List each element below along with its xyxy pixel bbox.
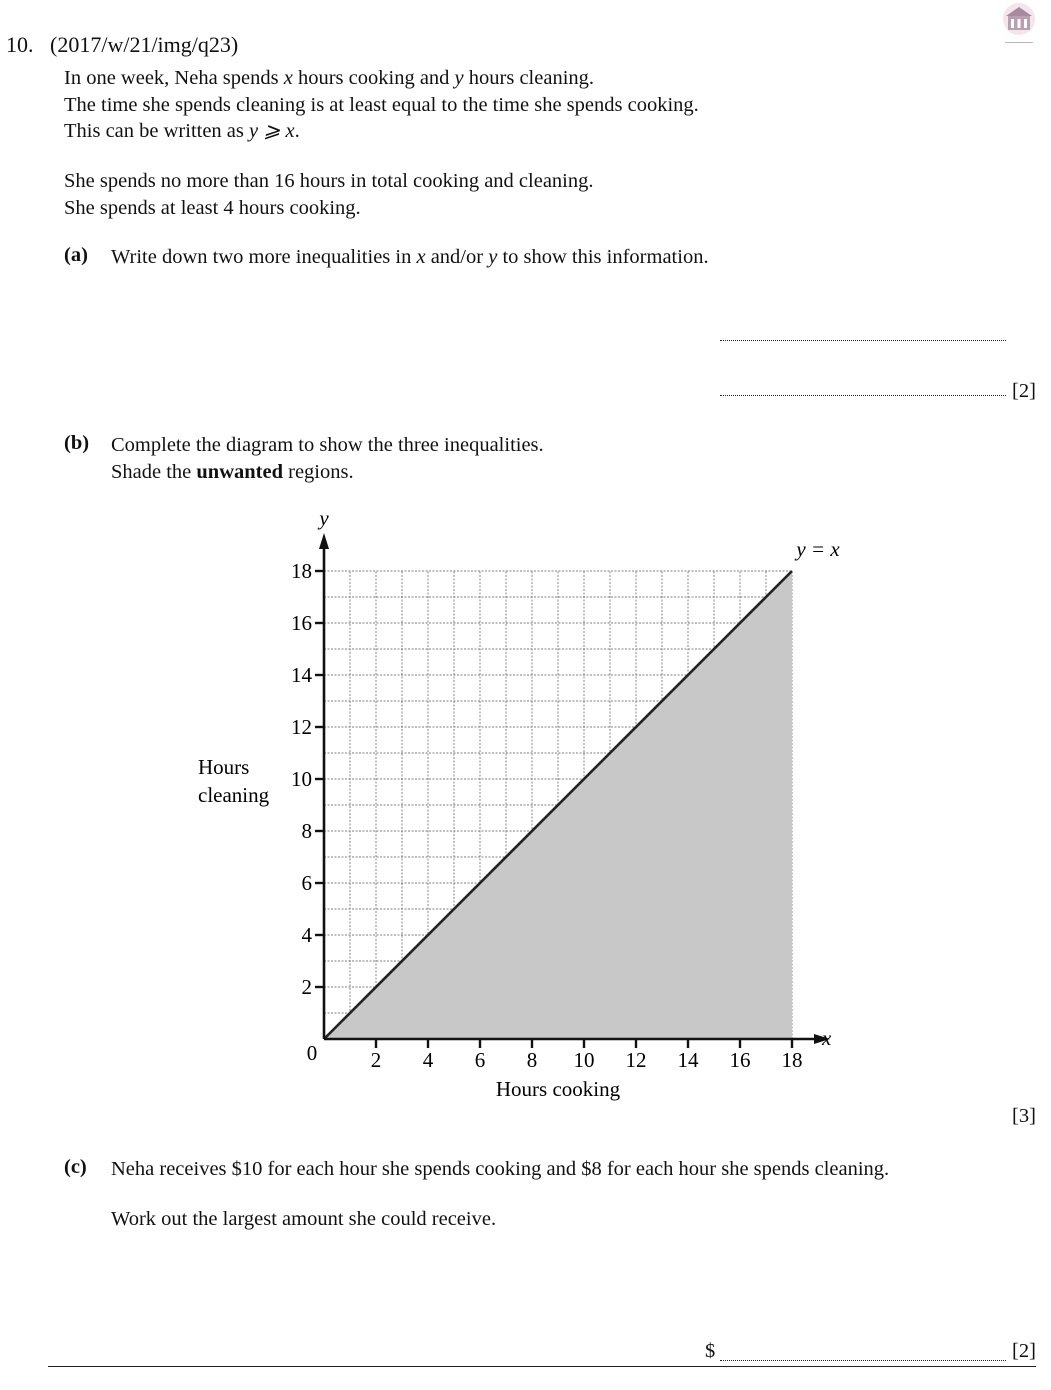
y-tick-label: 14 (291, 663, 312, 687)
x-tick-label: 14 (677, 1048, 699, 1072)
y-tick-label: 2 (301, 975, 312, 999)
y-tick-label: 4 (301, 923, 312, 947)
part-c-line-2: Work out the largest amount she could receive. (111, 1208, 497, 1230)
y-axis-label-line-2: cleaning (198, 783, 270, 807)
info-line-1: She spends no more than 16 hours in total cooking and cleaning. (64, 170, 594, 192)
footer-divider (48, 1366, 1036, 1367)
info-line-2: She spends at least 4 hours cooking. (64, 196, 361, 219)
y-axis-arrow-icon (319, 533, 329, 549)
x-tick-label: 18 (781, 1048, 803, 1072)
intro-line-3: This can be written as y ⩾ x. (64, 120, 300, 142)
line-label-y-equals-x: y = x (796, 537, 840, 561)
part-a-text: Write down two more inequalities in x and/or y to show this information. (111, 246, 709, 268)
x-tick-label: 12 (625, 1048, 647, 1072)
y-tick-label: 8 (301, 819, 312, 843)
marks-a: [2] (1012, 380, 1036, 402)
y-tick-label: 12 (291, 715, 312, 739)
x-tick-label: 8 (526, 1048, 538, 1072)
part-c-line-1: Neha receives $10 for each hour she spends cooking and $8 for each hour she spends cleaning. (111, 1158, 890, 1180)
y-tick-label: 16 (291, 611, 312, 635)
marks-b: [3] (1012, 1105, 1036, 1127)
y-tick-label: 6 (301, 871, 312, 895)
x-tick-label: 2 (370, 1048, 382, 1072)
x-axis-label: Hours cooking (495, 1077, 621, 1101)
question-number: 10. (6, 32, 34, 57)
y-axis-label-line-1: Hours (198, 755, 250, 779)
inequality-expression: y ⩾ x (249, 120, 295, 142)
question-id: (2017/w/21/img/q23) (50, 32, 239, 57)
y-tick-label: 18 (291, 559, 312, 583)
y-axis-variable: y (319, 506, 329, 530)
part-c-label: (c) (64, 1156, 87, 1178)
answer-line-c[interactable] (720, 1360, 1006, 1361)
currency-prefix: $ (705, 1340, 716, 1362)
part-a-label: (a) (64, 244, 88, 266)
marks-c: [2] (1012, 1340, 1036, 1362)
part-b-line-2: Shade the unwanted regions. (111, 461, 354, 483)
y-tick-label: 10 (291, 767, 312, 791)
x-tick-label: 16 (729, 1048, 751, 1072)
part-b-label: (b) (64, 432, 90, 454)
intro-line-2: The time she spends cleaning is at least equal to the time she spends cooking. (64, 93, 699, 116)
origin-label: 0 (306, 1041, 318, 1065)
x-tick-label: 4 (422, 1048, 434, 1072)
x-tick-label: 10 (573, 1048, 595, 1072)
intro-line-1: In one week, Neha spends x hours cooking and y hours cleaning. (64, 67, 595, 89)
part-b-line-1: Complete the diagram to show the three inequalities. (111, 434, 544, 456)
x-tick-label: 6 (474, 1048, 486, 1072)
x-axis-variable: x (822, 1026, 832, 1050)
